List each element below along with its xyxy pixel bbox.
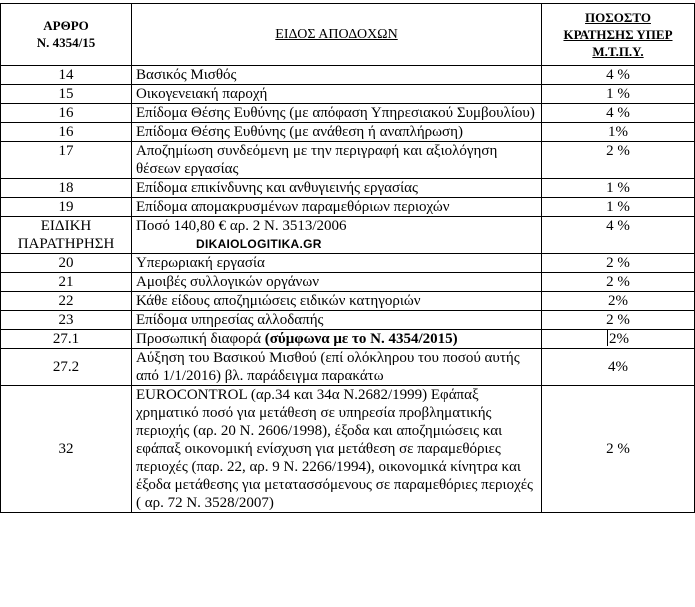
row-percent: 2 % <box>542 142 695 179</box>
row-article: 19 <box>1 198 132 217</box>
row-percent: 2 % <box>542 254 695 273</box>
table-row <box>1 292 695 311</box>
row-article: 16 <box>1 104 132 123</box>
row-article: 27.1 <box>1 330 132 349</box>
header-percent <box>542 4 695 66</box>
row-percent: 2 % <box>542 311 695 330</box>
row-article: 18 <box>1 179 132 198</box>
row-article: 16 <box>1 123 132 142</box>
row-article: 23 <box>1 311 132 330</box>
row-description: Αύξηση του Βασικού Μισθού (επί ολόκληρου του ποσού αυτής από 1/1/2016) βλ. παράδειγμα παρακάτω <box>132 349 542 386</box>
table-row <box>1 123 695 142</box>
row-description-bold: (σύμφωνα με το Ν. 4354/2015) <box>264 331 458 347</box>
header-percent-line2: ΚΡΑΤΗΣΗΣ ΥΠΕΡ <box>563 26 673 42</box>
table-row <box>1 386 695 513</box>
row-description: Αποζημίωση συνδεόμενη με την περιγραφή και αξιολόγηση θέσεων εργασίας <box>132 142 542 179</box>
row-percent: 4 % <box>542 66 695 85</box>
table-header-row <box>1 4 695 66</box>
row-article: 15 <box>1 85 132 104</box>
table-row <box>1 217 695 254</box>
row-article: 22 <box>1 292 132 311</box>
table-row <box>1 273 695 292</box>
table-row <box>1 142 695 179</box>
table-row <box>1 66 695 85</box>
table-row <box>1 198 695 217</box>
row-description: Επίδομα Θέσης Ευθύνης (με απόφαση Υπηρεσιακού Συμβουλίου) <box>132 104 542 123</box>
header-article-line2: Ν. 4354/15 <box>36 35 96 50</box>
row-article: 14 <box>1 66 132 85</box>
row-description: Υπερωριακή εργασία <box>132 254 542 273</box>
row-description <box>132 217 542 254</box>
row-article: 20 <box>1 254 132 273</box>
row-article: ΕΙΔΙΚΗ ΠΑΡΑΤΗΡΗΣΗ <box>1 217 132 254</box>
row-percent-text: 2% <box>609 331 629 347</box>
row-description: Επίδομα επικίνδυνης και ανθυγιεινής εργασίας <box>132 179 542 198</box>
row-description: Επίδομα απομακρυσμένων παραμεθόριων περιοχών <box>132 198 542 217</box>
row-description: EUROCONTROL (αρ.34 και 34α Ν.2682/1999) Εφάπαξ χρηματικό ποσό για μετάθεση σε υπηρεσία προβληματικής περιοχής (αρ. 20 Ν. 2606/1998), έξοδα και αποζημιώσεις και εφάπαξ οικονομική ενίσχυση για μετάθεση σε παραμεθόριες περιοχές (παρ. 22, αρ. 9 Ν. 2266/1994), οικονομικά κίνητρα και έξοδα μετάθεσης για μετατασσόμενους σε παραμεθόριες περιοχές ( αρ. 72 Ν. 3528/2007) <box>132 386 542 513</box>
row-article: 21 <box>1 273 132 292</box>
header-article-line1: ΑΡΘΡΟ <box>43 18 89 33</box>
table-row <box>1 349 695 386</box>
header-article <box>1 4 132 66</box>
row-description: Οικογενειακή παροχή <box>132 85 542 104</box>
row-description: Επίδομα Θέσης Ευθύνης (με ανάθεση ή αναπλήρωση) <box>132 123 542 142</box>
row-description-text: Ποσό 140,80 € αρ. 2 Ν. 3513/2006 <box>136 218 347 234</box>
row-percent: 4% <box>542 349 695 386</box>
watermark-text: DIKAIOLOGITIKA.GR <box>196 237 322 251</box>
header-percent-line3: Μ.Τ.Π.Υ. <box>592 43 644 59</box>
row-percent: 4 % <box>542 217 695 254</box>
row-percent: 1 % <box>542 179 695 198</box>
row-description: Κάθε είδους αποζημιώσεις ειδικών κατηγοριών <box>132 292 542 311</box>
row-percent: 1 % <box>542 85 695 104</box>
table-row <box>1 179 695 198</box>
row-percent <box>542 330 695 349</box>
row-article: 17 <box>1 142 132 179</box>
row-percent: 2% <box>542 292 695 311</box>
row-description: Βασικός Μισθός <box>132 66 542 85</box>
row-description: Αμοιβές συλλογικών οργάνων <box>132 273 542 292</box>
row-article: 27.2 <box>1 349 132 386</box>
row-description-text: Προσωπική διαφορά <box>136 331 262 347</box>
row-percent: 2 % <box>542 386 695 513</box>
row-percent: 2 % <box>542 273 695 292</box>
table-row <box>1 85 695 104</box>
row-percent: 1% <box>542 123 695 142</box>
row-article: 32 <box>1 386 132 513</box>
deductions-table <box>0 3 695 513</box>
table-row <box>1 311 695 330</box>
row-description: Επίδομα υπηρεσίας αλλοδαπής <box>132 311 542 330</box>
row-percent: 4 % <box>542 104 695 123</box>
header-percent-line1: ΠΟΣΟΣΤΟ <box>585 9 651 25</box>
text-cursor <box>607 330 608 346</box>
table-row <box>1 104 695 123</box>
header-type: ΕΙΔΟΣ ΑΠΟΔΟΧΩΝ <box>132 4 542 66</box>
row-percent: 1 % <box>542 198 695 217</box>
table-row <box>1 254 695 273</box>
row-description <box>132 330 542 349</box>
table-row <box>1 330 695 349</box>
